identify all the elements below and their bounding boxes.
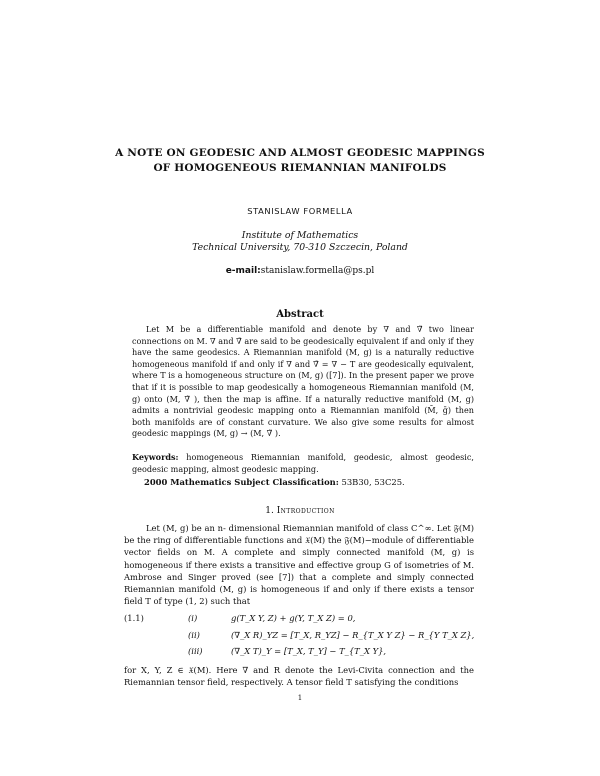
page-number: 1 bbox=[297, 694, 303, 702]
section-heading bbox=[0, 506, 600, 516]
abstract-body bbox=[132, 324, 474, 440]
paper-title-line-2: OF HOMOGENEOUS RIEMANNIAN MANIFOLDS bbox=[153, 162, 447, 174]
paper-title-line-1: A NOTE ON GEODESIC AND ALMOST GEODESIC MAPPINGS bbox=[115, 147, 485, 159]
author-email bbox=[0, 266, 600, 276]
section-number: 1. bbox=[265, 506, 274, 516]
affiliation-institute: Institute of Mathematics bbox=[241, 230, 359, 241]
msc-classification bbox=[144, 477, 474, 487]
email-value[interactable]: stanislaw.formella@ps.pl bbox=[260, 266, 375, 276]
post-equation-text: for X, Y, Z ∈ 𝔛(M). Here ∇ and R denote the Levi-Civita connection and the Riemannian tensor field, respectively. A tensor field T satisfying the conditions bbox=[124, 665, 474, 688]
equation-number: (1.1) bbox=[124, 613, 144, 623]
msc-value: 53B30, 53C25. bbox=[341, 477, 405, 487]
author-name: STANISLAW FORMELLA bbox=[247, 206, 353, 216]
equation-label-i: (i) bbox=[188, 613, 198, 623]
email-label: e-mail: bbox=[225, 266, 261, 276]
keywords bbox=[132, 452, 474, 475]
section-title: Introduction bbox=[276, 506, 335, 516]
keywords-text: homogeneous Riemannian manifold, geodesic, almost geodesic, geodesic mapping, almost geodesic mapping. bbox=[132, 452, 474, 474]
introduction-text: Let (M, g) be an n- dimensional Riemannian manifold of class C^∞. Let 𝔉(M) be the ring of differentiable functions and 𝔛(M) the 𝔉(M)−module of differentiable vector fields on M. A complete and simply connected manifold (M, g) is homogeneous if there exists a transitive and effective group G of isometries of M. Ambrose and Singer proved (see [7]) that a complete and simply connected Riemannian manifold (M, g) is homogeneous if and only if there exists a tensor field T of type (1, 2) such that bbox=[124, 523, 474, 607]
introduction-body bbox=[124, 522, 474, 607]
post-equation-body bbox=[124, 664, 474, 688]
abstract-heading: Abstract bbox=[276, 309, 324, 320]
equation-label-ii: (ii) bbox=[188, 630, 200, 640]
abstract-text: Let M be a differentiable manifold and denote by ∇ and ∇̃ two linear connections on M. ∇ and ∇̃ are said to be geodesically equivalent if and only if they have the same geodesics. A Riemannian manifold (M, g) is a naturally reductive homogeneous manifold if and only if ∇ and ∇̃ = ∇ − T are geodesically equivalent, where T is a homogeneous structure on (M, g) ([7]). In the present paper we prove that if it is possible to map geodesically a homogeneous Riemannian manifold (M, g) onto (M, ∇̃ ), then the map is affine. If a naturally reductive manifold (M, g) admits a nontrivial geodesic mapping onto a Riemannian manifold (M̄, ḡ) then both manifolds are of constant curvature. We also give some results for almost geodesic mappings (M, g) → (M, ∇̃ ). bbox=[132, 324, 474, 439]
equation-expr-iii: (∇_X T)_Y = [T_X, T_Y] − T_{T_X Y}, bbox=[231, 646, 387, 656]
affiliation-university: Technical University, 70-310 Szczecin, Poland bbox=[192, 242, 408, 253]
equation-expr-ii: (∇_X R)_YZ = [T_X, R_YZ] − R_{T_X Y Z} − R_{Y T_X Z}, bbox=[231, 630, 475, 640]
keywords-label: Keywords: bbox=[132, 452, 179, 462]
msc-label: 2000 Mathematics Subject Classification: bbox=[144, 477, 339, 487]
equation-label-iii: (iii) bbox=[188, 646, 203, 656]
equation-expr-i: g(T_X Y, Z) + g(Y, T_X Z) = 0, bbox=[231, 613, 356, 623]
